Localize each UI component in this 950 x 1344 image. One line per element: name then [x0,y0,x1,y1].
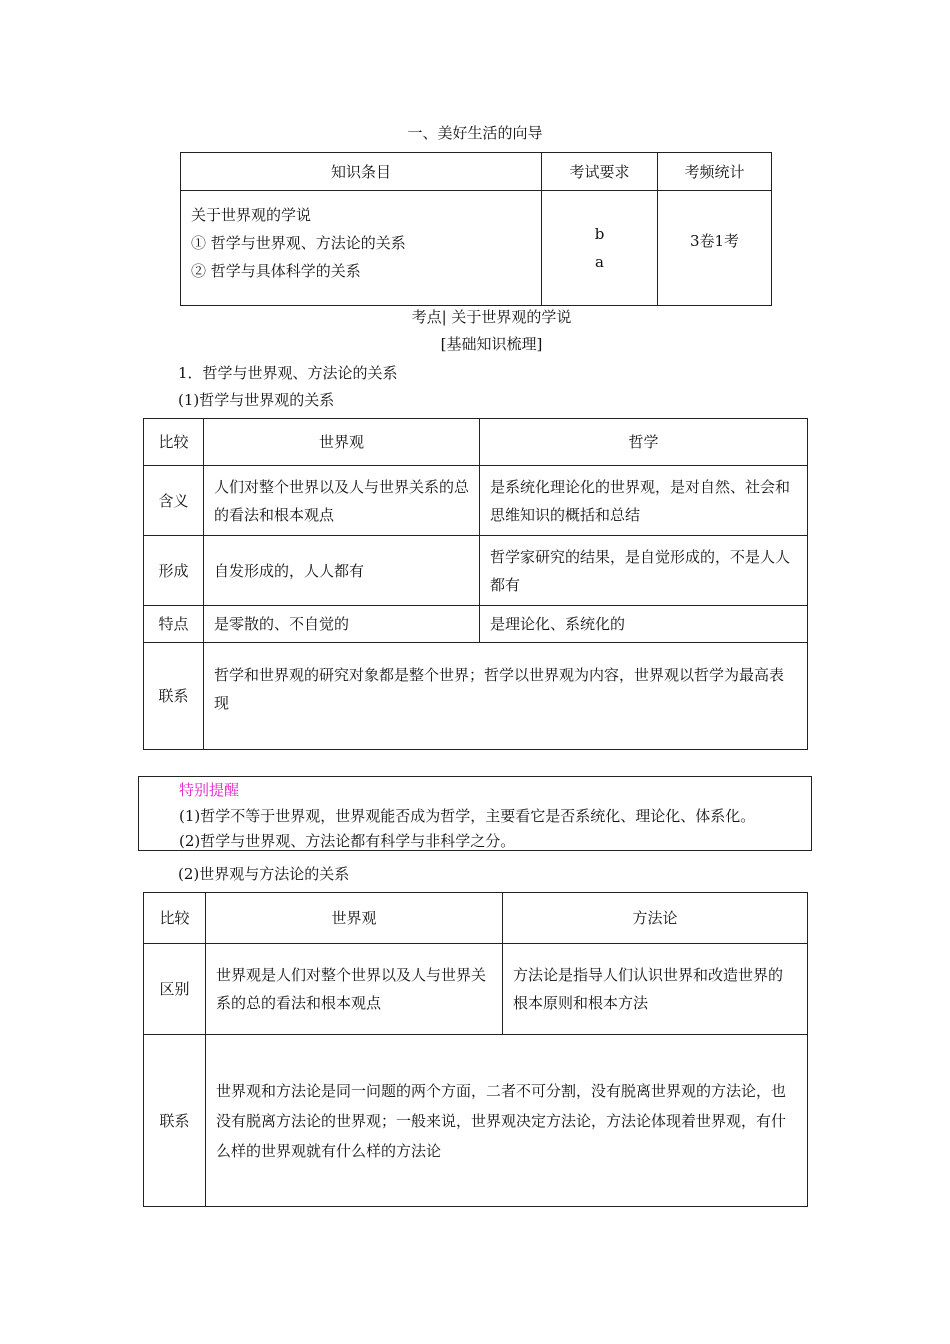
t2-diff-label: 区别 [144,944,206,1035]
t1-header-compare: 比较 [144,419,204,466]
special-reminder-line: (1)哲学不等于世界观，世界观能否成为哲学，主要看它是否系统化、理论化、体系化。 [179,807,756,825]
t1-row-philosophy: 哲学家研究的结果，是自觉形成的，不是人人都有 [480,536,808,606]
sub-heading-1: (1)哲学与世界观的关系 [178,391,335,409]
t2-link-text: 世界观和方法论是同一问题的两个方面，二者不可分割，没有脱离世界观的方法论，也没有脱离方法论的世界观；一般来说，世界观决定方法论，方法论体现着世界观，有什么样的世界观就有什么样的方法论 [206,1035,808,1207]
t2-header-methodology: 方法论 [503,893,808,944]
t1-row-worldview: 自发形成的，人人都有 [204,536,480,606]
t1-link-label: 联系 [144,643,204,750]
exam-frequency-cell: 3卷1考 [658,191,772,306]
basic-knowledge-title: [基础知识梳理] [440,335,543,353]
exam-header-frequency: 考频统计 [658,153,772,191]
special-reminder-title: 特别提醒 [179,781,240,799]
exam-table [180,152,772,306]
t1-row-label: 特点 [144,606,204,643]
t2-diff-methodology: 方法论是指导人们认识世界和改造世界的根本原则和根本方法 [503,944,808,1035]
philosophy-worldview-table [143,418,808,750]
t2-diff-worldview: 世界观是人们对整个世界以及人与世界关系的总的看法和根本观点 [206,944,503,1035]
worldview-methodology-table [143,892,808,1207]
t1-header-worldview: 世界观 [204,419,480,466]
t1-link-text: 哲学和世界观的研究对象都是整个世界；哲学以世界观为内容，世界观以哲学为最高表现 [204,643,808,750]
t1-row-worldview: 是零散的、不自觉的 [204,606,480,643]
t1-row-label: 形成 [144,536,204,606]
t1-header-philosophy: 哲学 [480,419,808,466]
exam-header-requirement: 考试要求 [542,153,658,191]
t1-row-label: 含义 [144,466,204,536]
t2-header-worldview: 世界观 [206,893,503,944]
t1-row-philosophy: 是系统化理论化的世界观，是对自然、社会和思维知识的概括和总结 [480,466,808,536]
exam-header-items: 知识条目 [181,153,542,191]
sub-heading-2: (2)世界观与方法论的关系 [178,865,350,883]
special-reminder-line: (2)哲学与世界观、方法论都有科学与非科学之分。 [179,832,516,850]
t2-link-label: 联系 [144,1035,206,1207]
t1-row-worldview: 人们对整个世界以及人与世界关系的总的看法和根本观点 [204,466,480,536]
exam-requirement-cell: b a [542,191,658,306]
section-title: 一、美好生活的向导 [407,124,543,142]
t2-header-compare: 比较 [144,893,206,944]
exam-items-cell: 关于世界观的学说 ① 哲学与世界观、方法论的关系 ② 哲学与具体科学的关系 [181,191,542,306]
t1-row-philosophy: 是理论化、系统化的 [480,606,808,643]
special-reminder-box [138,776,812,851]
point-1-heading: 1．哲学与世界观、方法论的关系 [178,364,398,382]
kaodian-title: 考点| 关于世界观的学说 [411,308,572,326]
